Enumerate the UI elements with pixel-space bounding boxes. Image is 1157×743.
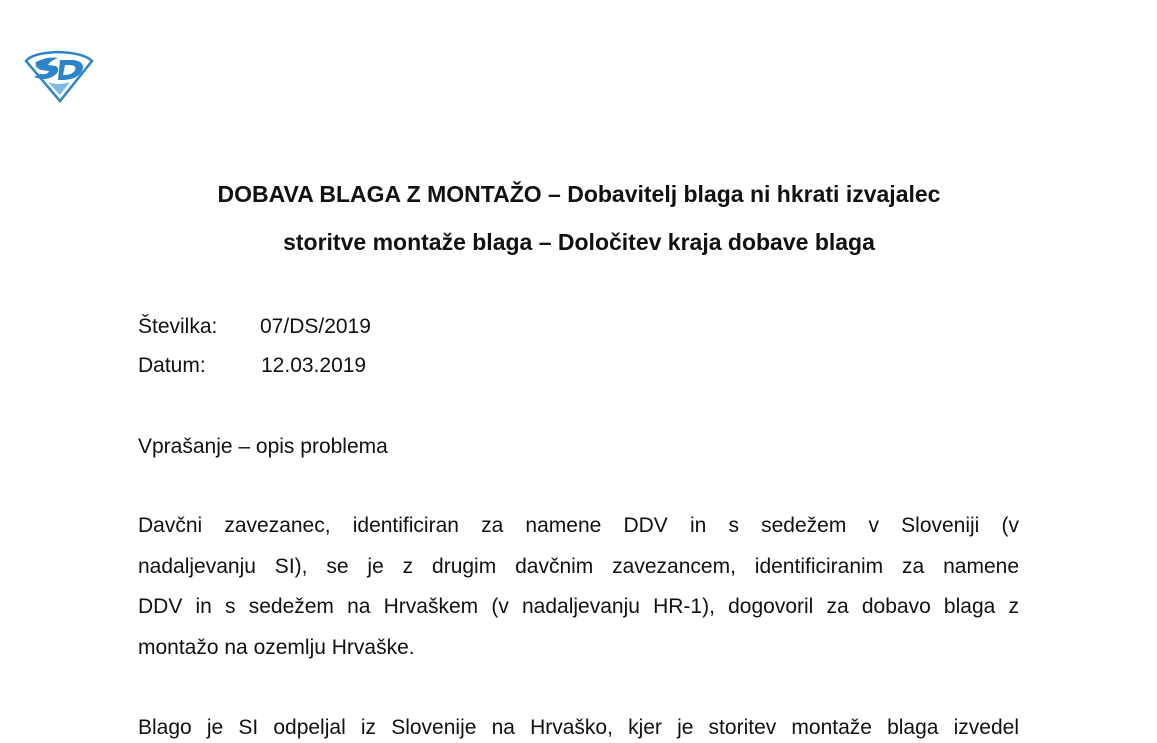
paragraph-1	[138, 506, 1019, 668]
paragraph-2-line-1: Blago je SI odpeljal iz Slovenije na Hrvaško, kjer je storitev montaže blaga izvedel	[138, 716, 1019, 739]
document-title-line-1: DOBAVA BLAGA Z MONTAŽO – Dobavitelj blaga ni hkrati izvajalec	[217, 181, 941, 207]
document-number-label: Številka:	[138, 315, 218, 338]
paragraph-1-line-1: Davčni zavezanec, identificiran za namene DDV in s sedežem v Sloveniji (v	[138, 514, 1019, 537]
paragraph-1-line-2: nadaljevanju SI), se je z drugim davčnim zavezancem, identificiranim za namene	[138, 554, 1019, 578]
document-date-row	[138, 352, 366, 380]
document-title-line-2: storitve montaže blaga – Določitev kraja dobave blaga	[283, 229, 875, 255]
section-heading: Vprašanje – opis problema	[138, 435, 388, 458]
document-date-value: 12.03.2019	[261, 354, 367, 377]
document-title	[100, 170, 1058, 266]
document-number-value: 07/DS/2019	[260, 315, 371, 338]
paragraph-1-line-4: montažo na ozemlju Hrvaške.	[138, 635, 415, 659]
paragraph-2	[138, 708, 1019, 743]
document-number-row	[138, 313, 371, 341]
document-date-label: Datum:	[138, 354, 206, 377]
paragraph-1-line-3: DDV in s sedežem na Hrvaškem (v nadaljevanju HR-1), dogovoril za dobavo blaga z	[138, 595, 1019, 618]
company-logo-icon	[22, 49, 94, 103]
